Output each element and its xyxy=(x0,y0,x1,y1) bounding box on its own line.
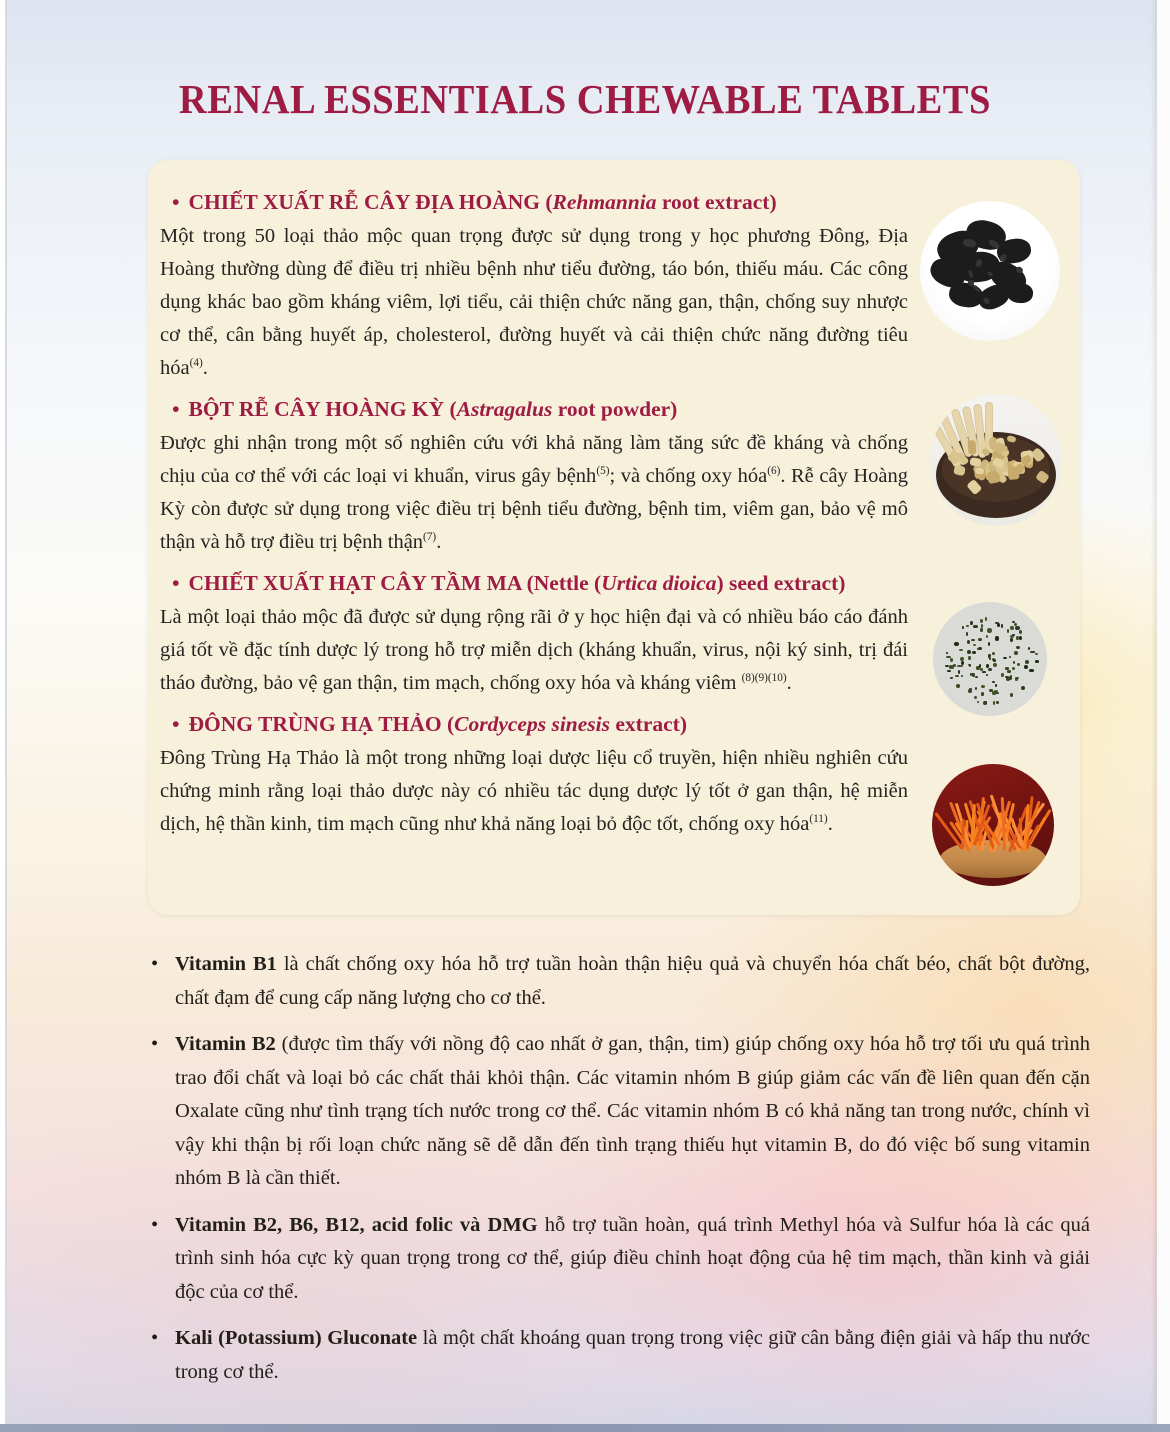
ingredient-heading-text: ĐÔNG TRÙNG HẠ THẢO (Cordyceps sinesis extract) xyxy=(188,712,687,736)
ingredient-heading xyxy=(172,188,942,216)
rehmannia-roots-photo xyxy=(920,201,1060,341)
vitamin-bullet xyxy=(148,948,1090,1015)
ingredient-heading-text: CHIẾT XUẤT RỄ CÂY ĐỊA HOÀNG (Rehmannia root extract) xyxy=(188,190,777,214)
bullet-dot-icon: • xyxy=(172,712,180,736)
bullet-dot-icon: • xyxy=(151,1327,159,1349)
page-title-text: RENAL ESSENTIALS CHEWABLE TABLETS xyxy=(179,76,991,122)
bullet-dot-icon: • xyxy=(172,190,180,214)
vitamin-bullet-list xyxy=(148,948,1090,1402)
vitamin-bullet-text: Vitamin B2 (được tìm thấy với nồng độ cao nhất ở gan, thận, tim) giúp chống oxy hóa hỗ trợ tối ưu quá trình trao đổi chất và loại bỏ các chất thải khỏi thận. Các vitamin nhóm B giúp giảm các vấn đề liên quan đến cặn Oxalate cũng như tình trạng tích nước trong cơ thể. Các vitamin nhóm B có khả năng tan trong nước, chính vì vậy khi thận bị rối loạn chức năng sẽ dễ dẫn đến tình trạng thiếu hụt vitamin B, do đó việc bố sung vitamin nhóm B là cần thiết. xyxy=(175,1033,1090,1189)
ingredient-paragraph: Được ghi nhận trong một số nghiên cứu với khả năng làm tăng sức đề kháng và chống chịu của cơ thể với các loại vi khuẩn, virus gây bệnh$^{(5)}$; và chống oxy hóa$^{(6)}$. Rễ cây Hoàng Kỳ còn được sử dụng trong việc điều trị bệnh tiểu đường, bệnh tim, viêm gan, bảo vệ mô thận và hỗ trợ điều trị bệnh thận$^{(7)}$. xyxy=(160,432,909,553)
cordyceps-photo xyxy=(932,764,1054,886)
page-right-edge xyxy=(1157,0,1170,1432)
ingredient-heading xyxy=(172,710,942,738)
bullet-dot-icon: • xyxy=(151,1213,159,1236)
nettle-seeds-photo xyxy=(933,602,1047,716)
astragalus-root-powder-photo xyxy=(930,394,1062,526)
vitamin-bullet-text: Vitamin B2, B6, B12, acid folic và DMG hỗ trợ tuần hoàn, quá trình Methyl hóa và Sulfur hóa là các quá trình sinh hóa cực kỳ quan trọng trong cơ thể, giúp điều chỉnh hoạt động của hệ tim mạch, thần kinh và giải độc của cơ thể. xyxy=(175,1213,1091,1303)
ingredient-heading xyxy=(172,395,942,423)
vitamin-bullet xyxy=(148,1322,1090,1389)
ingredient-paragraph: Đông Trùng Hạ Thảo là một trong những loại dược liệu cổ truyền, hiện nhiều nghiên cứu chứng minh rằng loại thảo dược này có nhiều tác dụng dược lý tốt ở gan thận, hệ miễn dịch, hệ thần kinh, tim mạch cũng như khả năng loại bỏ độc tốt, chống oxy hóa$^{(11)}$. xyxy=(160,747,908,835)
vitamin-bullet xyxy=(148,1028,1090,1196)
page-left-edge xyxy=(0,0,7,1432)
bullet-dot-icon: • xyxy=(151,1033,159,1055)
page-bottom-strip xyxy=(0,1424,1170,1432)
page-title xyxy=(0,74,1170,124)
bullet-dot-icon: • xyxy=(172,397,180,421)
vitamin-bullet-text: Vitamin B1 là chất chống oxy hóa hỗ trợ tuần hoàn thận hiệu quả và chuyển hóa chất béo, chất bột đường, chất đạm để cung cấp năng lượng cho cơ thể. xyxy=(175,953,1090,1009)
vitamin-bullet-text: Kali (Potassium) Gluconate là một chất khoáng quan trọng trong việc giữ cân bằng điện giải và hấp thu nước trong cơ thể. xyxy=(175,1327,1091,1383)
bullet-dot-icon: • xyxy=(151,953,159,975)
ingredient-paragraph: Một trong 50 loại thảo mộc quan trọng được sử dụng trong y học phương Đông, Địa Hoàng thường dùng để điều trị nhiều bệnh như tiểu đường, táo bón, thiếu máu. Các công dụng khác bao gồm kháng viêm, lợi tiểu, cải thiện chức năng gan, thận, chống suy nhược cơ thể, cân bằng huyết áp, cholesterol, đường huyết và cải thiện chức năng đường tiêu hóa$^{(4)}$. xyxy=(160,225,908,379)
bullet-dot-icon: • xyxy=(172,571,180,595)
ingredient-heading-text: BỘT RỄ CÂY HOÀNG KỲ (Astragalus root powder) xyxy=(188,397,678,421)
ingredient-paragraph: Là một loại thảo mộc đã được sử dụng rộng rãi ở y học hiện đại và có nhiều báo cáo đánh giá tốt về đặc tính dược lý trong hỗ trợ miễn dịch (kháng khuẩn, virus, nội ký sinh, trị đái tháo đường, bảo vệ gan thận, tim mạch, chống oxy hóa và kháng viêm $^{(8)(9)(10)}$. xyxy=(160,606,908,694)
ingredient-heading-text: CHIẾT XUẤT HẠT CÂY TẦM MA (Nettle (Urtica dioica) seed extract) xyxy=(188,571,846,595)
vitamin-bullet xyxy=(148,1209,1090,1310)
ingredient-heading xyxy=(172,569,942,597)
ingredient-panel xyxy=(148,160,1080,915)
